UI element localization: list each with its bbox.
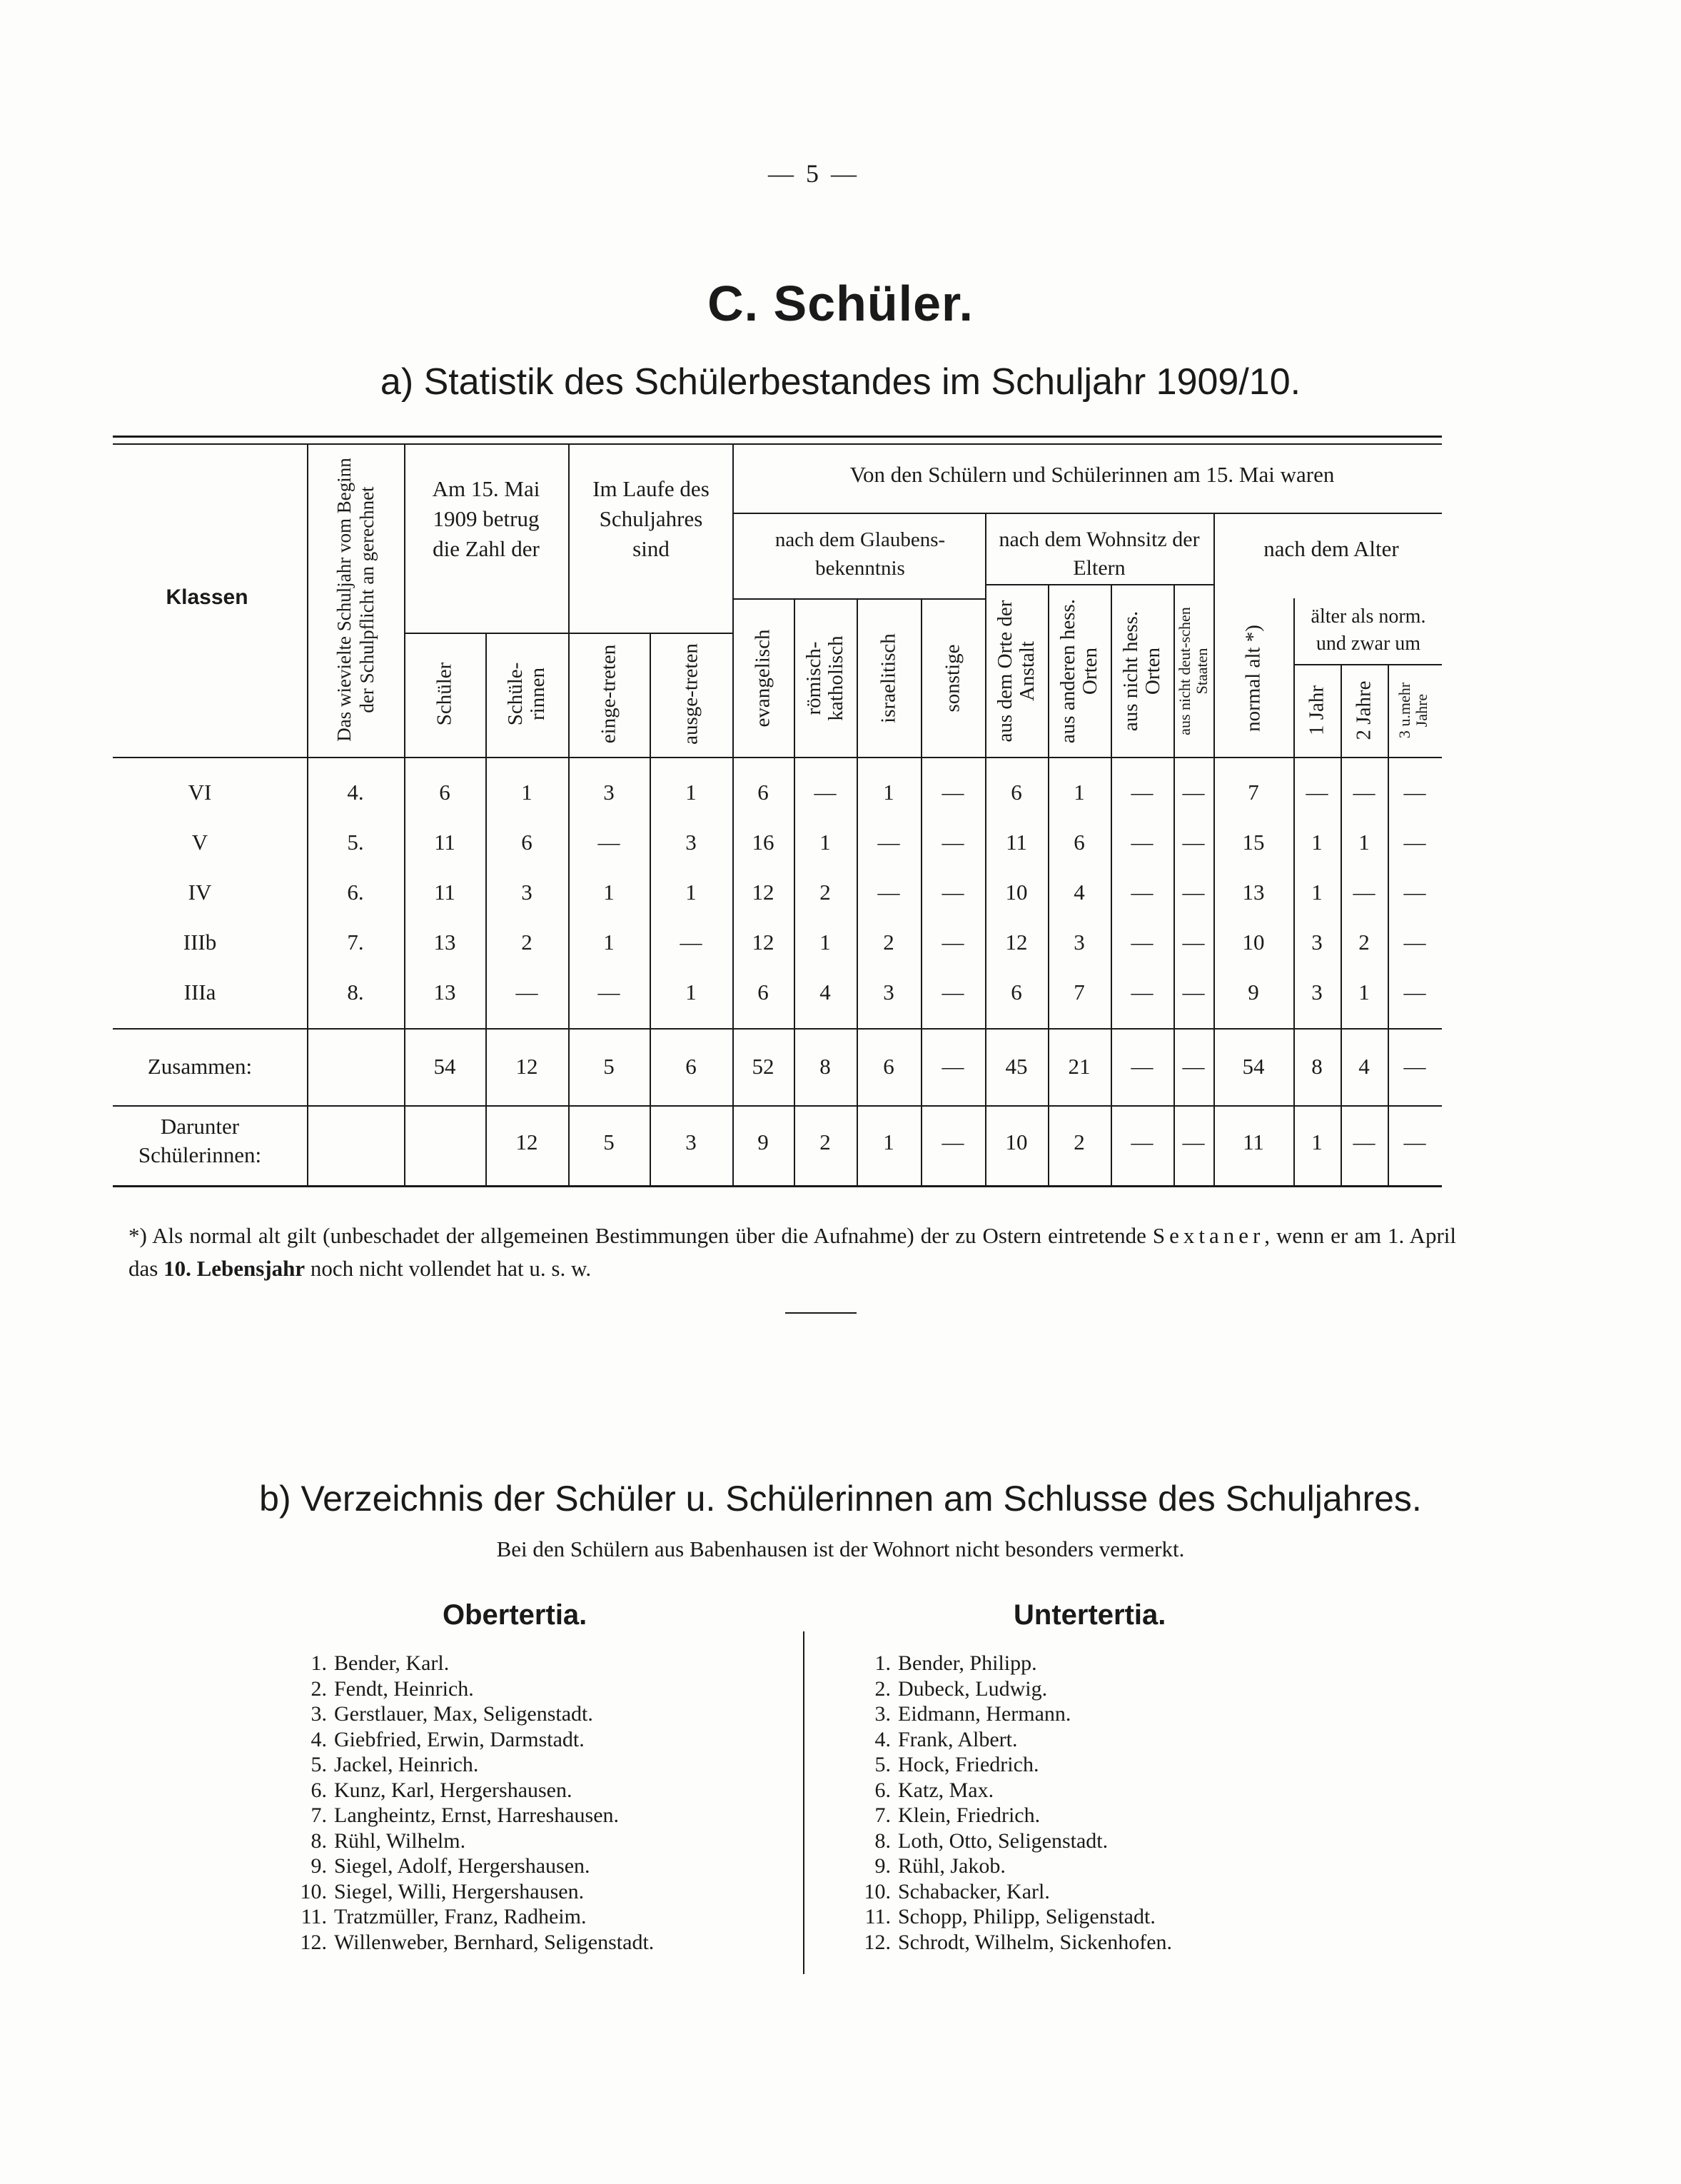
page-number: — 5 — xyxy=(768,159,859,188)
rule-header-bottom xyxy=(113,757,1442,758)
table-cell: — xyxy=(1131,930,1154,955)
table-cell: — xyxy=(942,830,964,855)
darunter-cell: — xyxy=(1403,1129,1426,1154)
list-item-name: Loth, Otto, Seligenstadt. xyxy=(898,1828,1109,1853)
obertertia-title: Obertertia. xyxy=(443,1599,587,1631)
list-divider xyxy=(803,1631,804,1974)
footnote-text-2: , wenn er am 1. April das xyxy=(128,1223,1456,1281)
table-top-rule xyxy=(113,436,1442,438)
list-item-name: Siegel, Willi, Hergershausen. xyxy=(334,1879,585,1903)
list-item-name: Langheintz, Ernst, Harreshausen. xyxy=(334,1803,620,1827)
table-cell: — xyxy=(877,830,900,855)
table-cell: — xyxy=(1182,830,1205,855)
list-item-name: Kunz, Karl, Hergershausen. xyxy=(334,1778,572,1802)
table-cell: 11 xyxy=(1006,830,1027,855)
table-cell: — xyxy=(1403,930,1426,955)
list-item-number: 10. xyxy=(300,1879,327,1903)
darunter-cell: — xyxy=(1353,1129,1375,1154)
table-cell: 3 xyxy=(1311,930,1323,955)
verzeichnis-note: Bei den Schülern aus Babenhausen ist der Wohnort nicht besonders vermerkt. xyxy=(496,1536,1185,1561)
table-cell: 1 xyxy=(685,980,697,1005)
table-cell: 8. xyxy=(347,980,364,1005)
footnote-divider xyxy=(785,1312,857,1314)
list-item-number: 9. xyxy=(874,1854,891,1878)
darunter-cell: 10 xyxy=(1005,1129,1028,1154)
table-cell: — xyxy=(1131,780,1154,805)
table-cell: 1 xyxy=(1358,980,1370,1005)
header-evangelisch: evangelisch xyxy=(751,629,774,728)
table-cell: — xyxy=(597,980,620,1005)
list-item-number: 1. xyxy=(874,1651,891,1675)
list-item-number: 12. xyxy=(300,1930,327,1954)
header-schuljahr: Das wievielte Schuljahr vom Beginn der Schulpflicht an gerechnet xyxy=(333,458,378,742)
total-cell: 21 xyxy=(1068,1054,1091,1079)
list-item xyxy=(849,1727,1172,1753)
darunter-cell: 1 xyxy=(883,1129,894,1154)
list-item-name: Rühl, Wilhelm. xyxy=(334,1828,466,1853)
list-item-name: Katz, Max. xyxy=(898,1778,994,1802)
table-cell: — xyxy=(1131,880,1154,905)
table-cell: 1 xyxy=(521,780,532,805)
total-cell: 54 xyxy=(433,1054,456,1079)
total-label: Zusammen: xyxy=(147,1054,253,1079)
list-item-name: Eidmann, Hermann. xyxy=(898,1702,1071,1726)
total-cell: 5 xyxy=(603,1054,615,1079)
header-schuelerinnen: Schüle-rinnen xyxy=(504,662,549,726)
table-cell: 2 xyxy=(883,930,894,955)
list-item xyxy=(286,1828,654,1854)
list-item-number: 6. xyxy=(311,1778,327,1802)
col-line xyxy=(485,633,487,1186)
list-item-number: 8. xyxy=(874,1828,891,1853)
table-cell: 2 xyxy=(521,930,532,955)
list-item xyxy=(286,1701,654,1727)
table-cell: 10 xyxy=(1242,930,1265,955)
list-item xyxy=(849,1676,1172,1702)
list-item xyxy=(286,1727,654,1753)
list-item-name: Schrodt, Wilhelm, Sickenhofen. xyxy=(898,1930,1173,1954)
header-katholisch: römisch-katholisch xyxy=(802,635,847,721)
table-cell: 1 xyxy=(603,880,615,905)
col-line xyxy=(404,443,405,1186)
table-cell: — xyxy=(1403,880,1426,905)
table-cell: — xyxy=(942,880,964,905)
darunter-cell: 2 xyxy=(819,1129,831,1154)
darunter-cell: 1 xyxy=(1311,1129,1323,1154)
table-cell: 6 xyxy=(521,830,532,855)
table-cell: — xyxy=(1182,780,1205,805)
table-cell: 13 xyxy=(433,930,456,955)
list-item-name: Dubeck, Ludwig. xyxy=(898,1676,1048,1701)
rule-after-total xyxy=(113,1105,1442,1107)
header-von-den: Von den Schülern und Schülerinnen am 15. Mai waren xyxy=(849,462,1335,487)
table-cell: — xyxy=(1353,780,1375,805)
table-cell: — xyxy=(1306,780,1328,805)
list-item-name: Jackel, Heinrich. xyxy=(334,1753,479,1776)
table-cell: 1 xyxy=(685,780,697,805)
table-cell: — xyxy=(942,980,964,1005)
table-cell: 6 xyxy=(757,980,769,1005)
header-eingetreten: einge-treten xyxy=(597,644,620,744)
table-cell: 1 xyxy=(819,930,831,955)
untertertia-title: Untertertia. xyxy=(1014,1599,1166,1631)
header-3-jahre: 3 u.mehr Jahre xyxy=(1395,682,1430,739)
table-cell: — xyxy=(515,980,538,1005)
footnote-sextaner: Sextaner xyxy=(1152,1223,1265,1248)
list-item xyxy=(286,1778,654,1803)
table-cell: 4 xyxy=(1074,880,1085,905)
list-item-name: Gerstlauer, Max, Seligenstadt. xyxy=(334,1702,593,1726)
row-label: VI xyxy=(188,780,212,805)
table-cell: 2 xyxy=(1358,930,1370,955)
list-item xyxy=(286,1930,654,1956)
table-cell: — xyxy=(1182,880,1205,905)
header-laufe: Im Laufe des Schuljahres sind xyxy=(592,476,710,561)
subtitle-verzeichnis: b) Verzeichnis der Schüler u. Schülerinnen am Schlusse des Schuljahres. xyxy=(259,1479,1422,1519)
list-item-name: Schabacker, Karl. xyxy=(898,1879,1050,1903)
table-cell: 1 xyxy=(1311,880,1323,905)
total-cell: — xyxy=(942,1054,964,1079)
section-title: C. Schüler. xyxy=(707,276,974,331)
list-item xyxy=(849,1930,1172,1956)
footnote-text-3: noch nicht vollendet hat u. s. w. xyxy=(305,1256,592,1281)
table-cell: 11 xyxy=(434,880,455,905)
total-cell: 6 xyxy=(883,1054,894,1079)
rule-before-total xyxy=(113,1028,1442,1030)
row-label: IIIa xyxy=(183,980,216,1005)
list-item-name: Rühl, Jakob. xyxy=(898,1854,1006,1878)
table-cell: 1 xyxy=(819,830,831,855)
table-cell: — xyxy=(1131,980,1154,1005)
list-item xyxy=(849,1879,1172,1905)
header-normal: normal alt *) xyxy=(1241,625,1265,732)
list-item-name: Hock, Friedrich. xyxy=(898,1753,1039,1776)
table-cell: 6 xyxy=(1011,780,1022,805)
list-item xyxy=(286,1853,654,1879)
list-item-number: 1. xyxy=(311,1651,327,1675)
table-cell: 5. xyxy=(347,830,364,855)
subtitle-statistics: a) Statistik des Schülerbestandes im Schuljahr 1909/10. xyxy=(380,361,1301,403)
total-cell: 54 xyxy=(1242,1054,1265,1079)
darunter-cell: 2 xyxy=(1074,1129,1085,1154)
total-cell: — xyxy=(1403,1054,1426,1079)
darunter-cell: 11 xyxy=(1243,1129,1264,1154)
footnote-text-1: *) Als normal alt gilt (unbeschadet der allgemeinen Bestimmungen über die Aufnahme) der zu Ostern eintretende xyxy=(128,1223,1153,1248)
table-cell: — xyxy=(680,930,702,955)
table-cell: 13 xyxy=(433,980,456,1005)
table-cell: 7 xyxy=(1248,780,1259,805)
darunter-cell: 12 xyxy=(515,1129,538,1154)
list-item xyxy=(849,1853,1172,1879)
table-cell: 12 xyxy=(752,880,774,905)
header-glauben: nach dem Glaubens-bekenntnis xyxy=(774,528,946,580)
table-cell: 1 xyxy=(603,930,615,955)
table-cell: — xyxy=(1403,830,1426,855)
total-cell: 45 xyxy=(1005,1054,1028,1079)
total-cell: 12 xyxy=(515,1054,538,1079)
list-item-number: 2. xyxy=(311,1676,327,1701)
header-klassen: Klassen xyxy=(166,585,248,609)
table-cell: 1 xyxy=(883,780,894,805)
header-nicht-hess: aus nicht hess. Orten xyxy=(1119,610,1164,732)
list-item-number: 10. xyxy=(864,1879,891,1903)
table-bottom-rule xyxy=(113,1185,1442,1187)
list-item xyxy=(849,1701,1172,1727)
header-am-mai: Am 15. Mai 1909 betrug die Zahl der xyxy=(432,476,540,561)
total-cell: 52 xyxy=(752,1054,774,1079)
list-item-number: 4. xyxy=(311,1727,327,1751)
col-line xyxy=(1388,664,1389,1186)
list-item-name: Bender, Karl. xyxy=(334,1651,450,1675)
row-label: IIIb xyxy=(183,930,217,955)
table-cell: — xyxy=(877,880,900,905)
table-cell: — xyxy=(1353,880,1375,905)
table-cell: — xyxy=(942,780,964,805)
col-line xyxy=(650,633,651,1186)
table-cell: 7. xyxy=(347,930,364,955)
table-cell: 3 xyxy=(521,880,532,905)
table-cell: 1 xyxy=(1358,830,1370,855)
list-item-name: Schopp, Philipp, Seligenstadt. xyxy=(898,1905,1156,1928)
header-israelitisch: israelitisch xyxy=(877,633,900,723)
list-item-number: 7. xyxy=(874,1803,891,1827)
list-item-number: 3. xyxy=(311,1702,327,1726)
header-ort: aus dem Orte der Anstalt xyxy=(994,600,1039,743)
table-cell: — xyxy=(942,930,964,955)
list-item xyxy=(849,1778,1172,1803)
table-cell: 10 xyxy=(1005,880,1028,905)
table-cell: 1 xyxy=(685,880,697,905)
list-item-number: 9. xyxy=(311,1854,327,1878)
untertertia-list xyxy=(849,1651,1172,1955)
total-cell: 4 xyxy=(1358,1054,1370,1079)
list-item xyxy=(849,1651,1172,1676)
list-item xyxy=(286,1803,654,1828)
table-cell: 11 xyxy=(434,830,455,855)
table-cell: 3 xyxy=(883,980,894,1005)
table-cell: 15 xyxy=(1242,830,1265,855)
darunter-cell: 9 xyxy=(757,1129,769,1154)
col-line xyxy=(1341,664,1342,1186)
table-cell: 6 xyxy=(1011,980,1022,1005)
header-aelter: älter als norm. und zwar um xyxy=(1311,605,1426,655)
table-cell: 6 xyxy=(757,780,769,805)
table-cell: 2 xyxy=(819,880,831,905)
row-label: IV xyxy=(188,880,212,905)
table-cell: — xyxy=(1403,980,1426,1005)
table-cell: — xyxy=(814,780,837,805)
table-cell: — xyxy=(1131,830,1154,855)
table-cell: 3 xyxy=(1311,980,1323,1005)
col-line xyxy=(568,443,570,1186)
list-item-number: 7. xyxy=(311,1803,327,1827)
table-cell: 1 xyxy=(1311,830,1323,855)
header-schueler: Schüler xyxy=(433,662,456,726)
header-alter: nach dem Alter xyxy=(1263,536,1399,561)
table-cell: 7 xyxy=(1074,980,1085,1005)
list-item-name: Tratzmüller, Franz, Radheim. xyxy=(334,1905,587,1928)
header-nicht-deutsch: aus nicht deut-schen Staaten xyxy=(1176,607,1211,735)
list-item-number: 2. xyxy=(874,1676,891,1701)
list-item-number: 12. xyxy=(864,1930,891,1954)
table-cell: — xyxy=(1182,980,1205,1005)
darunter-cell: — xyxy=(1131,1129,1154,1154)
table-cell: — xyxy=(1403,780,1426,805)
darunter-cell: 5 xyxy=(603,1129,615,1154)
rule-aelter xyxy=(1293,664,1442,665)
list-item-name: Fendt, Heinrich. xyxy=(334,1676,474,1701)
table-cell: 12 xyxy=(1005,930,1028,955)
list-item-number: 6. xyxy=(874,1778,891,1802)
total-cell: 8 xyxy=(819,1054,831,1079)
list-item xyxy=(286,1879,654,1905)
table-cell: 3 xyxy=(603,780,615,805)
obertertia-list xyxy=(286,1651,654,1955)
col-line xyxy=(307,443,308,1186)
table-cell: 6. xyxy=(347,880,364,905)
list-item xyxy=(849,1752,1172,1778)
table-cell: 3 xyxy=(685,830,697,855)
header-2-jahre: 2 Jahre xyxy=(1352,680,1375,740)
rule-group-header xyxy=(732,513,1442,514)
header-1-jahr: 1 Jahr xyxy=(1305,685,1328,736)
list-item xyxy=(286,1651,654,1676)
list-item xyxy=(849,1828,1172,1854)
rule-glauben xyxy=(732,598,985,600)
list-item-number: 4. xyxy=(874,1727,891,1751)
footnote xyxy=(128,1219,1456,1285)
header-andere: aus anderen hess. Orten xyxy=(1056,598,1101,744)
table-cell: 4 xyxy=(819,980,831,1005)
total-cell: 6 xyxy=(685,1054,697,1079)
total-cell: 8 xyxy=(1311,1054,1323,1079)
list-item-number: 3. xyxy=(874,1702,891,1726)
darunter-cell: 3 xyxy=(685,1129,697,1154)
header-sonstige: sonstige xyxy=(941,644,964,713)
darunter-label-2: Schülerinnen: xyxy=(138,1142,262,1167)
list-item-number: 5. xyxy=(874,1753,891,1776)
table-cell: 12 xyxy=(752,930,774,955)
list-item xyxy=(849,1803,1172,1828)
list-item xyxy=(286,1676,654,1702)
total-cell: — xyxy=(1182,1054,1205,1079)
table-cell: 1 xyxy=(1074,780,1085,805)
list-item-name: Siegel, Adolf, Hergershausen. xyxy=(334,1854,590,1878)
table-cell: 4. xyxy=(347,780,364,805)
darunter-cell: — xyxy=(1182,1129,1205,1154)
table-cell: 9 xyxy=(1248,980,1259,1005)
list-item-name: Giebfried, Erwin, Darmstadt. xyxy=(334,1727,585,1751)
darunter-cell: — xyxy=(942,1129,964,1154)
rule-wohnsitz xyxy=(985,584,1213,585)
list-item-name: Klein, Friedrich. xyxy=(898,1803,1041,1827)
list-item xyxy=(286,1904,654,1930)
total-cell: — xyxy=(1131,1054,1154,1079)
table-top-rule-2 xyxy=(113,443,1442,445)
footnote-lebensjahr: 10. Lebensjahr xyxy=(163,1256,306,1281)
table-cell: 16 xyxy=(752,830,774,855)
list-item xyxy=(286,1752,654,1778)
list-item xyxy=(849,1904,1172,1930)
table-cell: 6 xyxy=(1074,830,1085,855)
list-item-name: Willenweber, Bernhard, Seligenstadt. xyxy=(334,1930,655,1954)
darunter-label-1: Darunter xyxy=(160,1114,240,1139)
list-item-number: 11. xyxy=(864,1905,891,1928)
header-ausgetreten: ausge-treten xyxy=(679,643,702,745)
list-item-number: 8. xyxy=(311,1828,327,1853)
table-cell: — xyxy=(1182,930,1205,955)
table-cell: 6 xyxy=(439,780,450,805)
list-item-number: 5. xyxy=(311,1753,327,1776)
table-cell: 13 xyxy=(1242,880,1265,905)
row-label: V xyxy=(191,830,208,855)
list-item-name: Frank, Albert. xyxy=(898,1727,1018,1751)
header-wohnsitz: nach dem Wohnsitz der Eltern xyxy=(999,528,1200,580)
list-item-number: 11. xyxy=(301,1905,327,1928)
list-item-name: Bender, Philipp. xyxy=(898,1651,1037,1675)
table-cell: — xyxy=(597,830,620,855)
table-cell: 3 xyxy=(1074,930,1085,955)
